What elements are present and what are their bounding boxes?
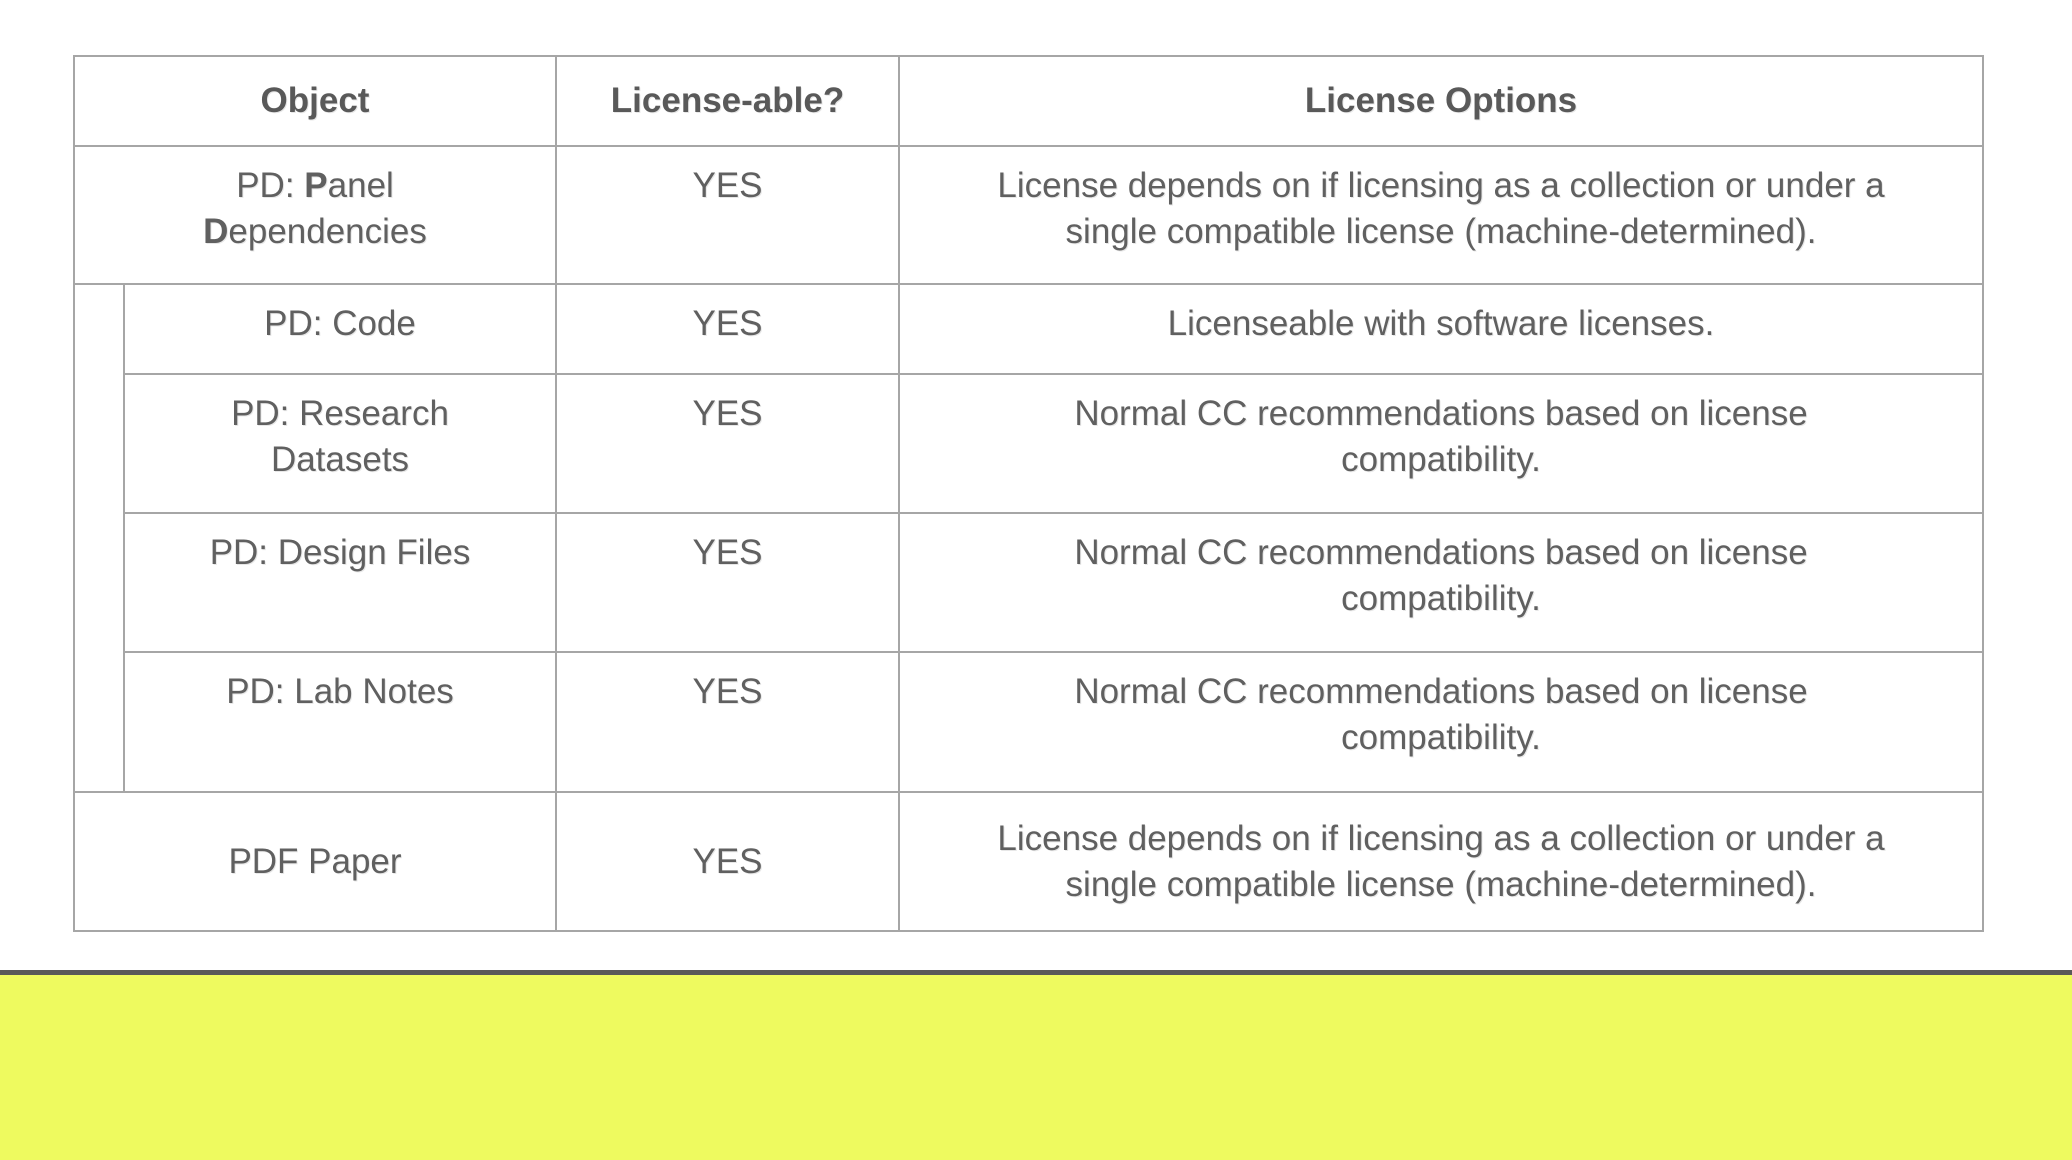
cell-object: PD: Research Datasets [124, 374, 556, 513]
table-row-code [74, 284, 1983, 374]
cell-license-options: License depends on if licensing as a collection or under a single compatible license (machine-determined). [899, 146, 1983, 284]
attribution-footer [0, 975, 2072, 1160]
cell-object: PD: Design Files [124, 513, 556, 652]
cell-license-options: Normal CC recommendations based on license compatibility. [899, 652, 1983, 792]
cell-license-options: Normal CC recommendations based on license compatibility. [899, 513, 1983, 652]
table-row-panel-dependencies [74, 146, 1983, 284]
cell-object: PD: Panel Dependencies [74, 146, 556, 284]
cell-license-options: Normal CC recommendations based on license compatibility. [899, 374, 1983, 513]
cell-licenseable: YES [556, 792, 899, 931]
column-header-license-options: License Options [899, 56, 1983, 146]
cell-licenseable: YES [556, 513, 899, 652]
column-header-licenseable: License-able? [556, 56, 899, 146]
cell-license-options: License depends on if licensing as a collection or under a single compatible license (machine-determined). [899, 792, 1983, 931]
cell-object: PD: Code [124, 284, 556, 374]
cell-license-options: Licenseable with software licenses. [899, 284, 1983, 374]
cell-licenseable: YES [556, 146, 899, 284]
cell-object: PDF Paper [74, 792, 556, 931]
table-row-research-datasets [74, 374, 1983, 513]
cell-licenseable: YES [556, 374, 899, 513]
cell-object: PD: Lab Notes [124, 652, 556, 792]
cell-licenseable: YES [556, 652, 899, 792]
table-header-row [74, 56, 1983, 146]
table-row-lab-notes [74, 652, 1983, 792]
table-row-design-files [74, 513, 1983, 652]
table-row-pdf-paper [74, 792, 1983, 931]
cell-licenseable: YES [556, 284, 899, 374]
license-table [73, 55, 1984, 932]
indent-spacer-cell [74, 284, 124, 792]
column-header-object: Object [74, 56, 556, 146]
